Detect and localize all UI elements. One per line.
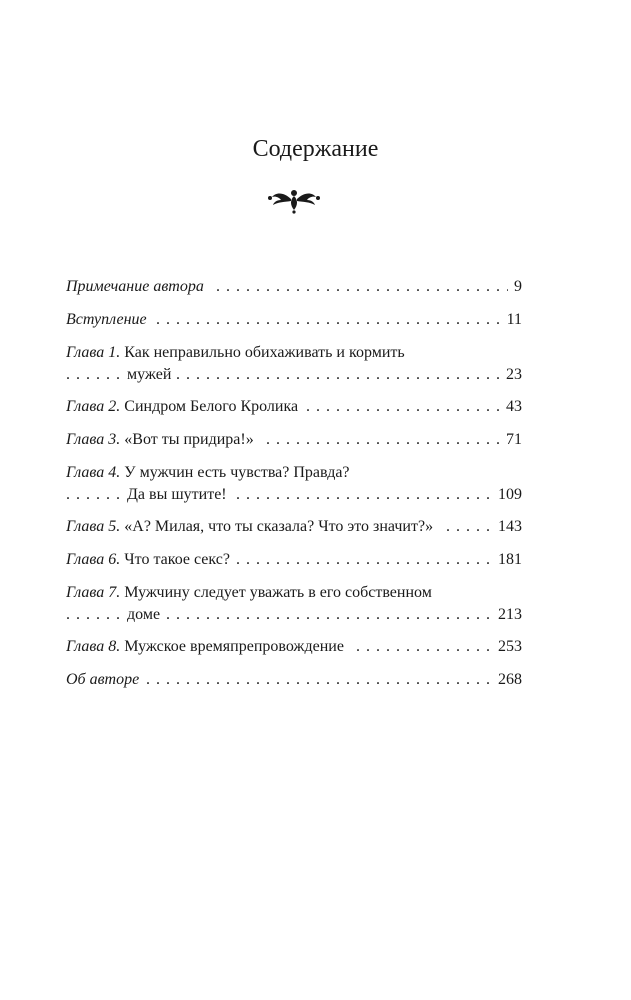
toc-entry — [66, 429, 522, 451]
toc-entry-label: Вступление — [66, 311, 147, 328]
page-title: Содержание — [252, 136, 379, 162]
toc-entry-title: Мужское времяпрепровождение — [124, 638, 344, 655]
toc-entry-label: Глава 2. — [66, 398, 121, 415]
toc-entry-title: Синдром Белого Кролика — [124, 398, 299, 415]
fleuron-ornament-icon — [266, 184, 322, 214]
toc-page-number: 268 — [492, 669, 522, 691]
toc-entry-label: Глава 5. — [66, 518, 121, 535]
toc-entry-title: Что такое секс? — [124, 551, 230, 568]
toc-page-number: 181 — [492, 549, 522, 571]
toc-entry-title: Да вы шутите! — [127, 486, 227, 503]
toc-entry-label: Об авторе — [66, 671, 140, 688]
toc-entry — [66, 309, 522, 331]
toc-entry-label: Глава 6. — [66, 551, 121, 568]
toc-page-number: 213 — [492, 604, 522, 626]
toc-entry-label: Глава 8. — [66, 638, 121, 655]
toc-entry-label: Глава 7. — [66, 584, 121, 601]
toc-page-number: 11 — [501, 309, 522, 331]
toc-entry-title: Мужчину следует уважать в его собственном — [124, 584, 432, 601]
toc-entry-label: Примечание автора — [66, 278, 204, 295]
toc-page-number: 43 — [500, 396, 522, 418]
toc-entry-title: доме — [127, 606, 161, 623]
toc-entry — [66, 396, 522, 418]
toc-entry — [66, 636, 522, 658]
toc-entry-title: Как неправильно обихаживать и кормить — [124, 344, 405, 361]
toc-page-number: 143 — [492, 516, 522, 538]
toc-entry-label: Глава 1. — [66, 344, 121, 361]
toc-page-number: 253 — [492, 636, 522, 658]
toc-page-number: 23 — [500, 364, 522, 386]
toc-entry — [66, 342, 522, 386]
toc-entry-title: «А? Милая, что ты сказала? Что это значит?» — [124, 518, 434, 535]
toc-entry — [66, 669, 522, 691]
toc-entry-title: «Вот ты придира!» — [124, 431, 254, 448]
toc-entry — [66, 276, 522, 298]
toc-entry-label: Глава 3. — [66, 431, 121, 448]
toc-entry-title: У мужчин есть чувства? Правда? — [124, 464, 350, 481]
toc-entry — [66, 516, 522, 538]
toc-entry — [66, 549, 522, 571]
toc-entry — [66, 462, 522, 506]
toc-entry — [66, 582, 522, 626]
toc-entry-title: мужей — [127, 366, 172, 383]
toc-page-number: 9 — [508, 276, 522, 298]
toc-page-number: 71 — [500, 429, 522, 451]
toc-entry-label: Глава 4. — [66, 464, 121, 481]
toc-page-number: 109 — [492, 484, 522, 506]
